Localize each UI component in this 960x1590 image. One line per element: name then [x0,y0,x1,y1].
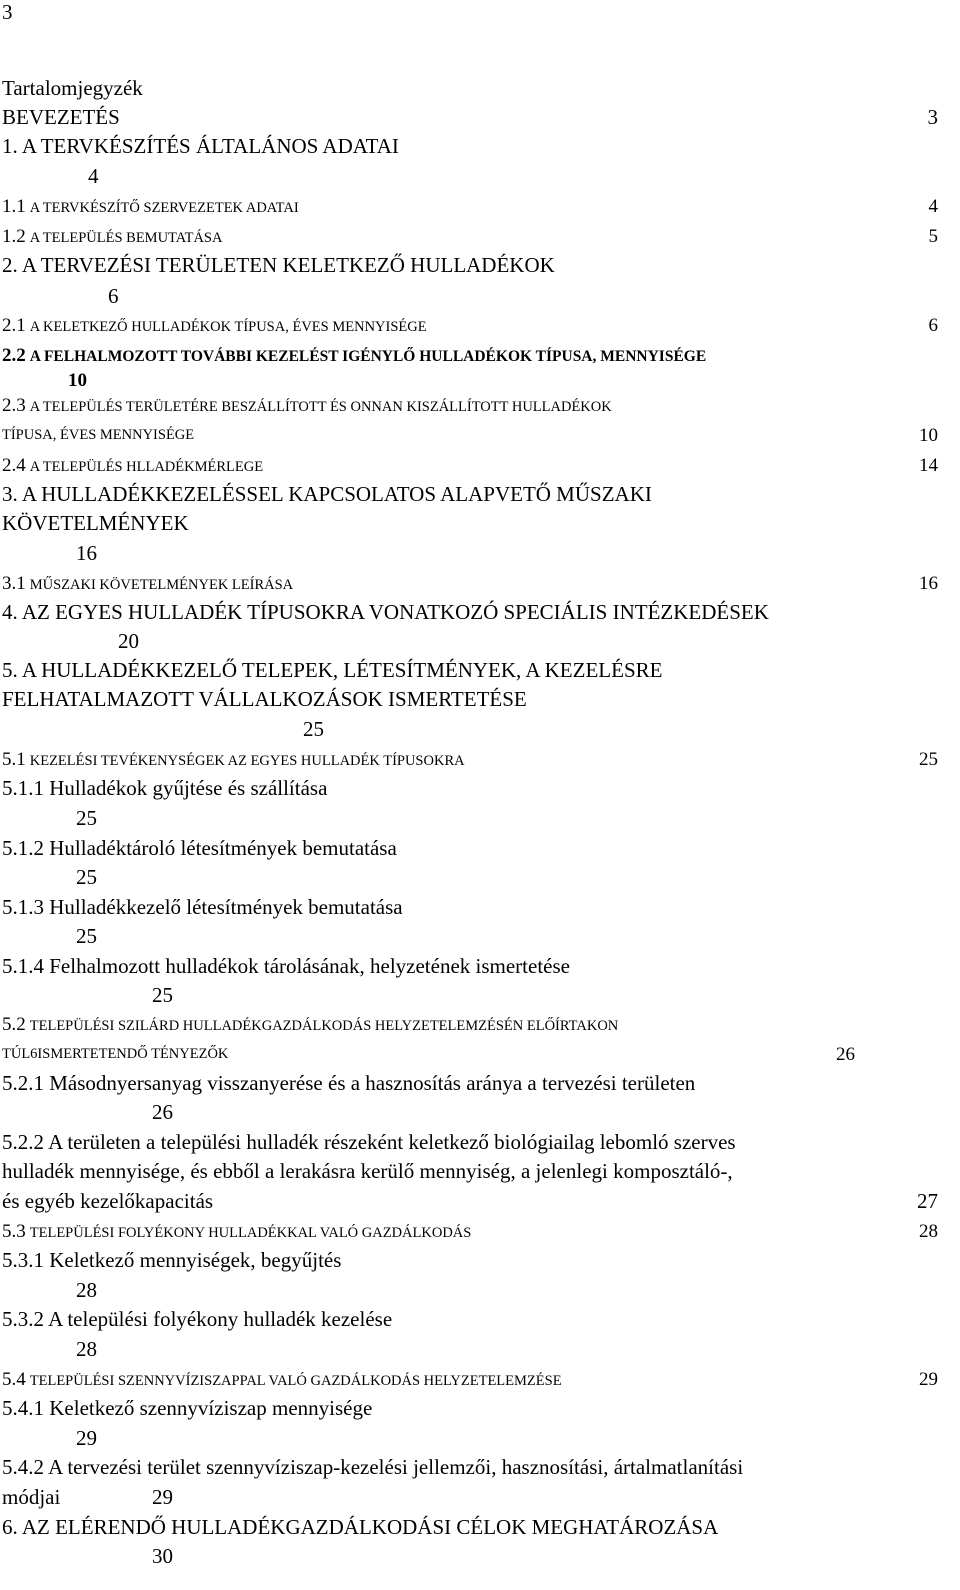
toc-title: Tartalomjegyzék [2,76,143,100]
page-number: 3 [2,0,13,24]
